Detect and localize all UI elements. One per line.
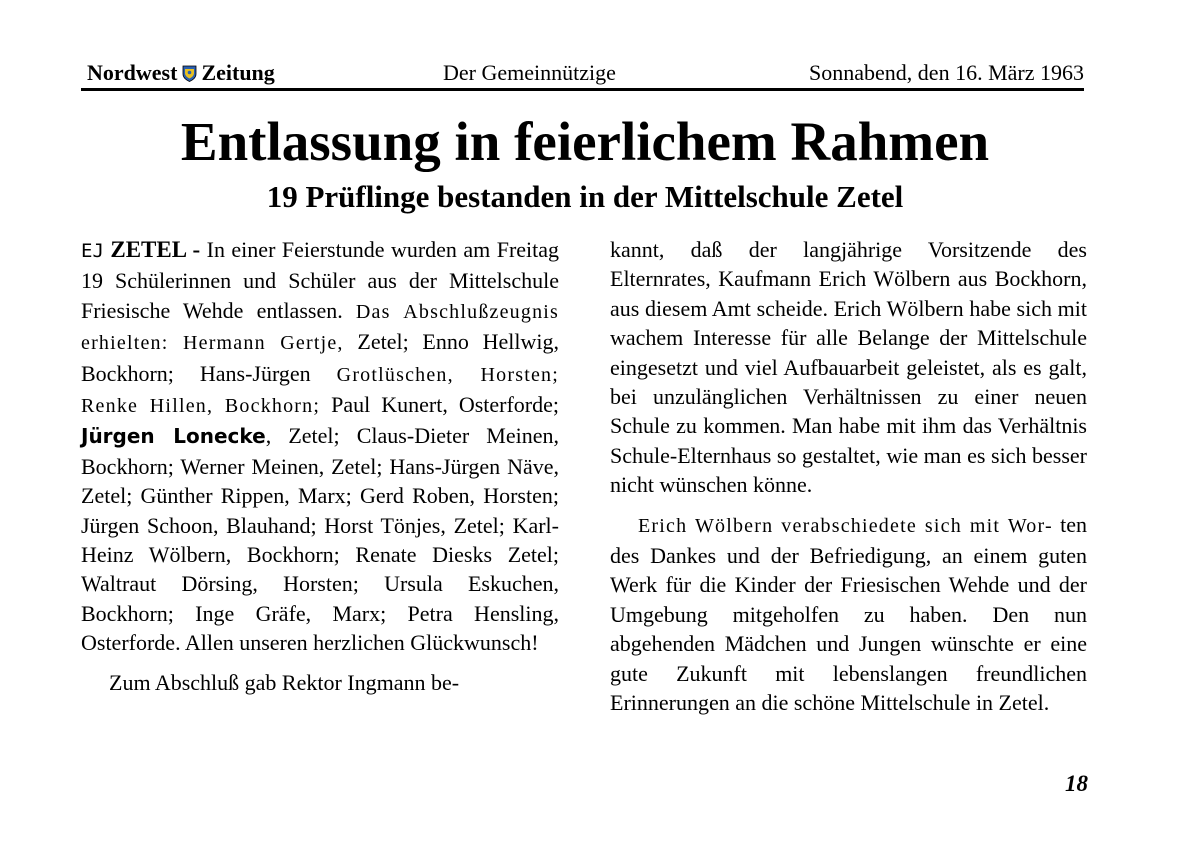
byline: EJ — [81, 240, 104, 262]
section-title: Der Gemeinnützige — [443, 60, 616, 85]
graduates-list-d: , Zetel; Claus-Dieter Meinen, Bockhorn; Werner Meinen, Zetel; Hans-Jürgen Näve, Zetel; Günther Rippen, Marx; Gerd Roben, Horsten; Jürgen Schoon, Blauhand; Horst Tönjes, Zetel; Karl-Heinz Wölbern, Bockhorn; Renate Diesks Zetel; Waltraut Dörsing, Horsten; Ursula Eskuchen, Bockhorn; Inge Gräfe, Marx; Petra Hensling, Osterforde. Allen unseren herzlichen Glückwunsch! — [81, 423, 559, 656]
farewell-intro: Erich Wölbern verabschiedete sich mit Wor- — [638, 514, 1053, 537]
masthead-right: Zeitung — [201, 60, 275, 85]
paragraph-1 — [81, 235, 559, 658]
article-column-right — [610, 235, 1087, 718]
page-number: 18 — [1065, 771, 1088, 796]
article-headline: Entlassung in feierlichem Rahmen — [180, 111, 990, 172]
newspaper-header — [81, 58, 1084, 91]
paragraph-2: Zum Abschluß gab Rektor Ingmann be- — [109, 669, 460, 695]
issue-date: Sonnabend, den 16. März 1963 — [809, 60, 1084, 85]
paragraph-4 — [610, 510, 1087, 718]
graduates-list-c: Paul Kunert, Osterforde; — [331, 392, 560, 418]
intro-text: In einer Feierstunde wurden am Freitag 19 Schülerinnen und Schüler aus der Mittelschule Friesische Wehde entlassen. — [81, 237, 560, 323]
graduates-intro: Das Abschlußzeugnis erhielten: Hermann Gertje, — [81, 300, 560, 355]
masthead-left: Nordwest — [87, 60, 178, 85]
article-column-left — [81, 235, 559, 697]
graduates-list-b: Grotlüschen, Horsten; Renke Hillen, Bockhorn; — [81, 363, 559, 418]
article-subheadline: 19 Prüflinge bestanden in der Mittelschule Zetel — [266, 179, 904, 214]
dateline: ZETEL - — [110, 237, 201, 262]
highlighted-name: Jürgen Lonecke — [81, 424, 266, 449]
crest-icon — [182, 65, 197, 82]
paragraph-3: kannt, daß der langjährige Vorsitzende des Elternrates, Kaufmann Erich Wölbern aus Bockhorn, aus diesem Amt scheide. Erich Wölbern habe sich mit wachem Interesse für alle Belange der Mittelschule eingesetzt und viel Aufbauarbeit geleistet, als es galt, bei unzulänglichen Verhältnissen zu einer neuen Schule zu kommen. Man habe mit ihm das Verhältnis Schule-Elternhaus so gestaltet, wie man es sich besser nicht wünschen könne. — [610, 237, 1087, 498]
graduates-list-a: Zetel; Enno Hellwig, Bockhorn; Hans-Jürgen — [81, 329, 560, 386]
masthead — [87, 60, 275, 86]
farewell-text: ten des Dankes und der Befriedigung, an einem guten Werk für die Kinder der Friesischen Wehde und der Umgebung mitgeholfen zu haben. Den nun abgehenden Mädchen und Jungen wünschte er eine gute Zukunft mit lebenslangen freundlichen Erinnerungen an die schöne Mittelschule in Zetel. — [610, 511, 1088, 716]
